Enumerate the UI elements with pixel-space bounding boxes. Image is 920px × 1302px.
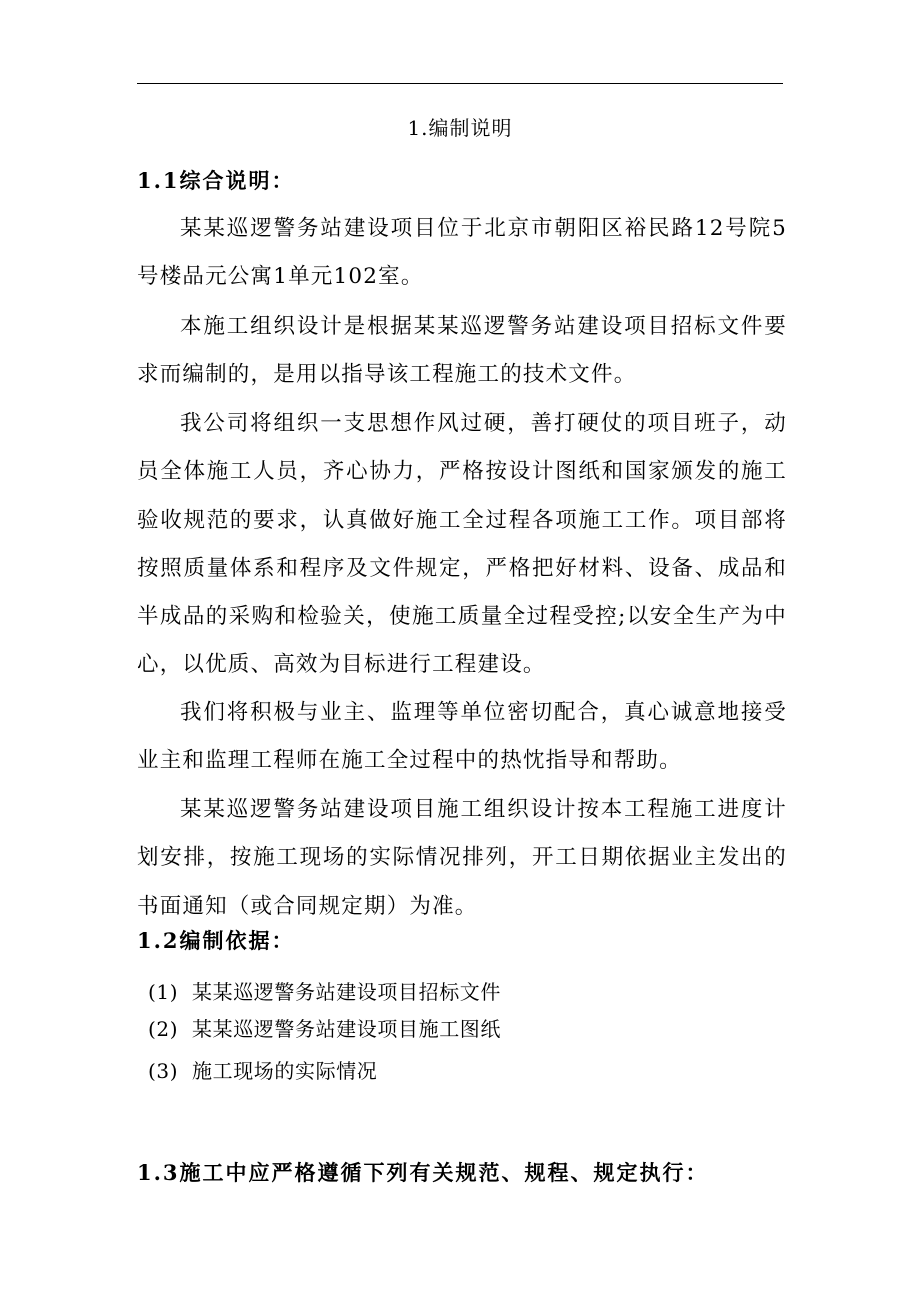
list-item: [148, 977, 501, 1007]
section-heading-1-3: 1.3施工中应严格遵循下列有关规范、规程、规定执行：: [137, 1160, 709, 1185]
list-item-number: (3): [148, 1059, 179, 1083]
header-rule: [137, 83, 783, 84]
paragraph: 我们将积极与业主、监理等单位密切配合，真心诚意地接受业主和监理工程师在施工全过程中的热忱指导和帮助。: [137, 700, 787, 774]
list-item: [148, 1014, 501, 1044]
list-item: [148, 1056, 377, 1086]
paragraph: 本施工组织设计是根据某某巡逻警务站建设项目招标文件要求而编制的，是用以指导该工程施工的技术文件。: [137, 314, 787, 388]
paragraph: 某某巡逻警务站建设项目位于北京市朝阳区裕民路12号院5号楼品元公寓1单元102室。: [137, 216, 787, 290]
section-heading-1-1: 1.1综合说明：: [137, 168, 295, 193]
list-item-text: 施工现场的实际情况: [192, 1059, 378, 1083]
list-item-text: 某某巡逻警务站建设项目招标文件: [192, 980, 501, 1004]
section-heading-1-2: 1.2编制依据：: [137, 928, 295, 953]
list-item-number: (2): [148, 1017, 179, 1041]
list-item-text: 某某巡逻警务站建设项目施工图纸: [192, 1017, 501, 1041]
paragraph: 我公司将组织一支思想作风过硬，善打硬仗的项目班子，动员全体施工人员，齐心协力，严格按设计图纸和国家颁发的施工验收规范的要求，认真做好施工全过程各项施工工作。项目部将按照质量体系和程序及文件规定，严格把好材料、设备、成品和半成品的采购和检验关，使施工质量全过程受控;以安全生产为中心，以优质、高效为目标进行工程建设。: [137, 411, 787, 678]
paragraph: 某某巡逻警务站建设项目施工组织设计按本工程施工进度计划安排，按施工现场的实际情况排列，开工日期依据业主发出的书面通知（或合同规定期）为准。: [137, 797, 787, 919]
document-title: 1.编制说明: [407, 116, 513, 140]
list-item-number: (1): [148, 980, 179, 1004]
